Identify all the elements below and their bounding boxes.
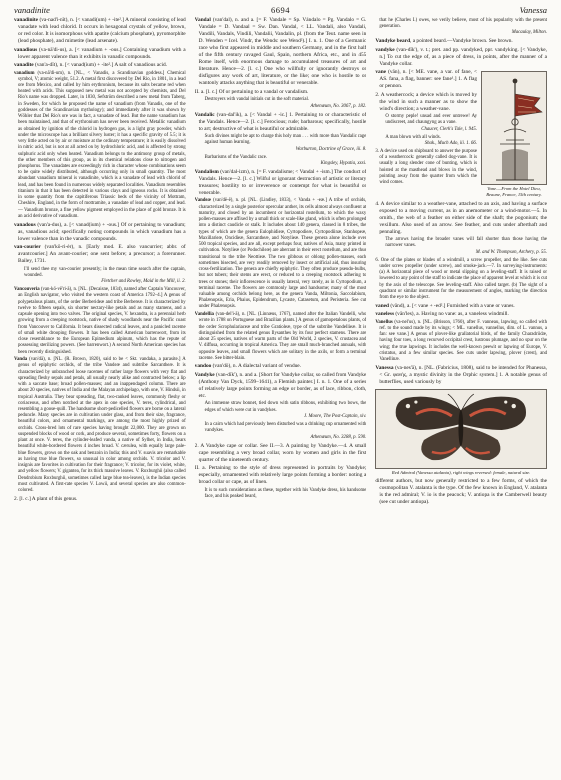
- column-1: [14, 17, 186, 774]
- entry-vaned: [375, 303, 547, 310]
- entry-vaneless: [375, 311, 547, 318]
- entry-vane-sense-6: [375, 258, 547, 302]
- headword: Vandalic: [194, 111, 215, 118]
- vane-caption: Vane.—From the Hotel Dieu, Beaune, France, 15th century.: [486, 186, 542, 197]
- definition: 2. A Vandyke cape or collar. See II.—3. A painting by Vandyke.—4. A small cape resembling a very broad collar, worn by women and girls in the first quarter of the nineteenth century.: [194, 442, 367, 463]
- entry-vancouveria: [14, 287, 186, 356]
- headword: Vandyke: [194, 371, 215, 378]
- dictionary-columns: [14, 17, 547, 774]
- citation-text: O stormy peple! unsad and ever untrewe! Ay undiscreet, and chaungyng as a vane.: [385, 114, 478, 126]
- definition: 2. [l. c.] A plant of this genus.: [14, 495, 78, 502]
- citation-source: Macaulay, Milton.: [511, 30, 548, 36]
- citation: [195, 488, 367, 501]
- headword: vaneless: [375, 311, 395, 318]
- citation-text: A man blown with all winds.: [385, 134, 441, 140]
- vane-figure: [481, 71, 547, 198]
- citation-source: J. Moore, The Post-Captain, xiv.: [303, 414, 367, 420]
- citation-source: Shak., Much Ado, iii. 1. 66.: [424, 141, 478, 147]
- entry-vanadium: [14, 71, 186, 221]
- citation-source: Kingsley, Hypatia, xxxi.: [320, 160, 367, 166]
- definition: II. a. Pertaining to the style of dress represented in portraits by Vandyke; especially, ornamented with relatively large points forming a border: noting a broad collar or cape, as of linen.: [194, 465, 367, 486]
- citation-source: Athenæum, No. 3067, p. 182.: [310, 103, 367, 109]
- citation: [375, 237, 547, 256]
- citation: [14, 267, 186, 286]
- citation-source: Chaucer, Clerk's Tale, l. 945.: [421, 126, 478, 132]
- headword: Vanessa: [375, 364, 394, 371]
- headword: vanadinite: [14, 17, 39, 23]
- citation-text: that he (Charles I.) owes, we verily believe, most of his popularity with the present generation.: [379, 17, 548, 29]
- column-2: [195, 17, 367, 774]
- definition: a pointed beard.—Vandyke brown. See brown.: [412, 38, 513, 45]
- definition: (van'a-dus), a. [< vanad(ium) + -ous.] Of or pertaining to vanadium; as, vanadious acid; specifically noting compounds in which vanadium has a lower valence than in the vanadic compounds.: [18, 221, 186, 242]
- headword: Vanda: [14, 357, 28, 363]
- definition: (van'dö), n. A dialectal variant of vendue.: [212, 363, 302, 370]
- entry-vandellia: [195, 312, 367, 362]
- definition: (van'kō-ri-ėr), n. [Early mod. E. also vancurrier; abbr. of avantcourier.] An avant-courier; one sent before; a precursor; a forerunner. Bailey, 1731.: [18, 244, 186, 265]
- entry-vandalism: [195, 169, 367, 197]
- citation-source: Fletcher and Rowley, Maid in the Mill, ii. 2.: [101, 279, 186, 285]
- definition: (van'dal-izm), n. [= F. vandalisme; < Vandal + -ism.] The conduct of Vandals. Hence—2. [l. c.] Wilful or ignorant destruction of artistic or literary treasures; hostility to or irreverence or contempt for what is beautiful or venerable.: [198, 168, 367, 197]
- definition: (va-nad'i-nīt), n. [< vanadi(um) + -ite².] A mineral consisting of lead vanadate with lead chlorid. It occurs in hexagonal crystals of yellow, brown, or red color. It is isomorphous with apatite (calcium phosphate), pyromorphite (lead phosphate), and mimetite (lead arsenate).: [18, 17, 186, 45]
- butterfly-illustration: [375, 389, 547, 469]
- page-number: 6694: [271, 5, 290, 15]
- definition: (van-del'i-ä), n. [NL. (Linnæus, 1767), named after the Italian Vandelli, who wrote in 1788 on Portuguese and Brazilian plants.] A genus of gamopetalous plants, of the order Scrophulariaceæ and tribe Gratioleæ, type of the subtribe Vandellieæ. It is distinguished from the related genus Ilysanthes by its four perfect stamens. There are about 25 species, natives of warm parts of the Old World, 2 species, V. crustacea and V. diffusa, occurring in tropical America. They are small much-branched annuals, with opposite leaves, and small flowers which are solitary in the axils, or form a terminal raceme. See bitter-blain.: [198, 312, 367, 361]
- entry-vanessa: [375, 365, 547, 386]
- entry-vandyke: [195, 372, 367, 400]
- entry-vandyke-adj: [195, 465, 367, 486]
- citation: [195, 134, 367, 153]
- definition: (van-kö-vē'ri-ä), n. [NL. (Decaisne, 1834), named after Captain Vancouver, an English navigator, who visited the western coast of America 1792–4.] A genus of polypetalous plants, of the order Berberideæ and tribe Berbereæ. It is characterized by twelve to fifteen sepals, six shorter nectary-like petals and as many stamens, and a capsule opening into two valves. The original species, V. hexandra, is a perennial herb growing from a creeping rootstock, native of shady woodlands near the Pacific coast from Vancouver to California. It bears dissected radical leaves, and a panicled raceme of small white drooping flowers. It has been called American barrenwort, from its close resemblance to the European Epimedium alpinum, which has the repute of possessing sterilizing powers. (See barrenwort.) A second North American species has been recently distinguished.: [18, 287, 186, 355]
- headword: vanadous: [14, 221, 36, 228]
- headword: Vandellia: [194, 312, 214, 318]
- headword: vandoo: [194, 363, 212, 370]
- citation: [195, 97, 367, 110]
- definition: (vānd), a. [< vane + -ed².] Furnished with a vane or vanes.: [390, 302, 515, 309]
- entry-vandoo: [195, 363, 367, 370]
- citation-source: M. and W. Thompson, Archery, p. 55.: [475, 249, 548, 255]
- header-right: Vanessa: [519, 5, 547, 15]
- definition: II. a. [l. c.] Of or pertaining to a vandal or vandalism.: [194, 88, 309, 95]
- definition: (va-nā'di-um), n. [NL., < Vanadis, a Scandinavian goddess.] Chemical symbol, V; atomic weight, 51.2. A metal first discovered by Del Rio, in 1801, in a lead ore from Mexico, and called by him erythronium, because its salts became red when heated with acids. This supposed new metal was not accepted by chemists, and Del Rio's name was dropped. Later, in 1830, Sefström described a new metal from Taberg, in Sweden, for which he proposed the name of vanadium (from Vanadis, one of the goddesses of the Scandinavian mythology); and immediately after it was shown by Wöhler that Del Rio's ore was in fact, a vanadate of lead. But the name vanadium has been maintained, and that of erythronium has never been received. Metallic vanadium as obtained by ignition of the chlorid in hydrogen gas, is a light gray powder, which under the microscope has a brilliant silvery luster; it has a specific gravity of 5.5; it is very little acted on by air or moisture at the ordinary temperature; it is easily dissolved in nitric acid, but is not at all acted on by hydrochloric acid, and is affected by strong sulphuric acid only when heated. Vanadium belongs to the antimony group of metals, the other members of this group, as in its chemical relations close to nitrogen and phosphorus. The vanadates are exceedingly rich in character whose combinations seem to be quite widely distributed, although occurring only in small quantity. The most abundant vanadium mineral is vanadinite, which is a vanadate of lead with chlorid of lead, and has been found in numerous widely separated localities. Vanadium resembles titanium in that it has been detected in various clays and igneous rocks. It is obtained in some quantity from the capitiferous Triassic beds of the vicinity of Mottram, Cheshire, England, in the form of mottramite, a vanadate of lead and copper, and lead. — Vanadium bronze, a fine yellow pigment employed in the place of gold bronze. It is an acid derivative of vanadium.: [18, 70, 186, 219]
- definition: (van-dal'ik), a. [< Vandal + -ic.] 1. Pertaining to or characteristic of the Vandals. Hence—2. [l. c.] Ferocious; rude; barbarous; specifically, hostile to art; destructive of what is beautiful or admirable.: [198, 111, 367, 132]
- header-left: vanadinite: [14, 5, 50, 15]
- definition: (van'a-dīt), n. [< vanad(ium) + -ite².] A salt of vanadious acid.: [34, 62, 168, 69]
- butterfly-figure: [375, 389, 547, 476]
- entry-vane-sense-4: [375, 201, 547, 236]
- headword: vandyke: [375, 46, 395, 53]
- entry-vanadinite: [14, 17, 186, 45]
- entry-vanadous: [14, 222, 186, 243]
- entry-vanadious: [14, 47, 186, 61]
- citation: [195, 401, 367, 420]
- definition: (vān), n. [< ME. vane, a var. of fane, < AS. fana, a flag, banner: see fane¹.] 1. A flag or pennon.: [379, 69, 478, 90]
- citation-text: Such divines might be apt to charge this holy man . . . with more than Vandalic rage against human learning.: [204, 134, 367, 146]
- citation-text: An immense straw bonnet, tied down with satin ribbons, exhibiting two bows, the edges of which were cut in vandykes.: [204, 401, 367, 413]
- definition: 3. A device used on shipboard to answer the purpose of a weathercock: generally called dog-vane. It is usually a long slender cone of bunting, which is hoisted at the masthead and blows in the wind, pointing away from the quarter from which the wind comes.: [375, 148, 478, 186]
- weather-vane-icon: [482, 72, 547, 184]
- page-header: [14, 5, 547, 15]
- citation-source: Athenæum, No. 3288, p. 590.: [310, 434, 367, 440]
- definition: 2. A weathercock; a device which is moved by the wind in such a manner as to show the wind's direction; a weather-vane.: [375, 91, 478, 112]
- entry-vanda: [14, 357, 186, 494]
- definition: (van-dīk'), v. t.; pret. and pp. vandyked, ppr. vandyking. [< Vandyke, n.] To cut the edge of, as a piece of dress, in points, after the manner of a Vandyke collar.: [379, 46, 548, 67]
- butterfly-caption: Red Admiral (Vanessa atalanta), right wings reversed: female, natural size.: [391, 469, 531, 475]
- citation-text: I'll send thee my van-courier presently; in the mean time search after the captain, wounded.: [24, 266, 186, 278]
- citation-source: Warburton, Doctrine of Grace, iii. 8.: [295, 146, 367, 152]
- definition: (va-nel'us), n. [NL. (Brisson, 1760), after F. vanneau, lapwing, so called with ref. to the sound made by its wings; < ML. vanellus, vannellus, dim. of L. vannus, a fan: see vane.] A genus of plover-like grallatorial birds, of the family Charadriidæ, having four toes, a long recurved occipital crest, lustrous plumage, and no spur on the wing; the true lapwings. It includes the well-known peewit or lapwing of Europe, V. cristatus, and a few similar species. See cuts under lapwing, plover (crest), and Vanellinæ.: [379, 319, 548, 363]
- definition: (van-dīk'), n. and a. [Short for Vandyke collar, so called from Vandyke (Anthony Van Dyck, 1599–1641), a Flemish painter.] I. n. 1. One of a series of relatively large points forming an edge or border, as of lace, ribbon, cloth, etc.: [198, 371, 367, 399]
- headword: Vandal: [194, 17, 211, 23]
- headword: Vandalism: [194, 168, 219, 175]
- definition: (van'dal), n. and a. [= F. Vandale = Sp. Vándalo = Pg. Vandalo = G. Vandale = D. Vandaal = Sw. Dan. Vandal, < LL. Vandali, also Vandali, Vandili, Vandals, Vindili, Vandalii, Vandalin, pl. (from the Teut. name seen in D. Wenden = Icel. Vindr, the Wends: see Wend²).] I. n. 1. One of a Germanic race who first appeared in middle and southern Germany, and in the first half of the fifth century ravaged Gaul, Spain, northern Africa, etc., and in 455 Rome itself, with enormous damage to accumulated treasures of art and literature. Hence—2. [l. c.] One who willfully or ignorantly destroys or disfigures any work of art, literature, or the like; one who is hostile to or wantonly attacks anything that is beautiful or venerable.: [198, 17, 367, 87]
- citation: [195, 155, 367, 168]
- entry-vandalic: [195, 112, 367, 133]
- entry-vandal-adj: [195, 89, 367, 96]
- headword: Vandyke beard: [375, 38, 411, 45]
- entry-vandyke-sense-2: [195, 443, 367, 464]
- entry-vanadite: [14, 62, 186, 69]
- headword: Vandeæ: [194, 198, 212, 204]
- citation-text: Destroyers with vandal initials cut in the soft material.: [204, 97, 309, 103]
- citation-text: Barbarisms of the Vandalic race.: [204, 154, 268, 160]
- definition: 6. One of the plates or blades of a windmill, a screw propeller, and the like. See cuts under screw propeller (under screw), and smoke-jack.—7. In surveying-instruments: (a) A horizontal piece of wood or metal slipping on a leveling-staff. It is raised or lowered to any point of the staff to indicate the place of apparent level at which it is cut by the axis of the telescope. See leveling-staff. Also called target. (b) The sight of a quadrant or similar instrument for the measurement of angles, marking the direction from the eye to the object.: [375, 257, 548, 301]
- definition: different authors, but now generally restricted to a few forms, of which the cosmopolitan V. atalanta is the type. Of the few known in England, V. atalanta is the red admiral; V. io is the peacock; V. antiopa is the Camberwell beauty (see cut under antiopa).: [375, 477, 548, 505]
- butterfly-icon: [376, 390, 546, 468]
- definition: (va-nes'ä), n. [NL. (Fabricius, 1808), said to be intended for Phanessa, < Gr. φανής, a mystic divinity in the Orphic system.] 1. A notable genus of butterflies, used variously by: [379, 364, 548, 385]
- definition: (van'dä), n. [NL. (R. Brown, 1820), said to be < Skt. vandaka, a parasite.] A genus of epiphytic orchids, of the tribe Vandeæ and subtribe Sarcantheæ. It is characterized by unbranched loose racemes of rather large flowers with very flat and spreading fleshy sepals and petals, all usually nearly alike and contracted below; a lip with a saccate base; broad pollen-masses; and an inappendaged column. There are about 20 species, natives of India and the Malayan archipelago, with one, V. Hindsii, in tropical Australia. They bear spreading, flat, two-ranked leaves, commonly fleshy or coriaceous, and often notched at the apex in one species, V. teres, cylindrical, and resembling a goose-quill. The handsome short-pedicelled flowers are borne on a lateral peduncle. Many species are in cultivation under glass, and from their size, fragrance, beautiful colors, and ornamental markings, are among the most highly prized of orchids. Cross-bred lots of rare species having brought 22,000. They are grown on suspended blocks of wood or cork, and produce several, sometimes forty, flowers on a plant at once. V. teres, the cylinder-leafed vanda, a native of Sylhet, in India, bears beautiful white-bordered flowers 4 inches broad. V. cærulea, with equally large pale-blue flowers, grows on the oak and benzoin in India; this and V. suavis are remarkable as having true blue flowers, so unusual in color among orchids. V. tricolor and V. insignis are favorites in cultivation for their fragrance; V. tricolor, for its violet, white, and yellow flowers; V. gigantea, for its thick massive leaves. V. Roxburghii (also called Dendrobium Roxburghii, sometimes called large blue tea-leaves), is the Indian species most cultivated. A first-rate species V. Lowii, and several species are also common-colored.: [18, 357, 186, 494]
- headword: vanadite: [14, 62, 34, 69]
- headword: vanadious: [14, 46, 38, 53]
- entry-vandeae: [195, 198, 367, 310]
- headword: Vanellus: [375, 319, 393, 325]
- headword: Vancouveria: [14, 287, 40, 293]
- citation: [195, 422, 367, 441]
- entry-van-courier: [14, 244, 186, 265]
- vane-illustration: [481, 71, 547, 185]
- headword: vaned: [375, 302, 390, 309]
- citation-text: The arrows having the broader vanes will fall shorter than those having the narrower vanes.: [385, 237, 548, 249]
- definition: (vān'les), a. Having no vane: as, a vaneless windmill.: [395, 311, 509, 318]
- headword: vanadium: [14, 70, 35, 76]
- citation: [375, 18, 547, 37]
- definition: (va-nā'di-us), a. [< vanadium + -ous.] Containing vanadium with a lower apparent valence than it exhibits in vanadic compounds.: [18, 46, 186, 60]
- entry-vandyke-beard: Vandyke beard, a pointed beard.—Vandyke brown. See brown.: [375, 38, 513, 45]
- definition: 4. A device similar to a weather-vane, attached to an axis, and having a surface exposed to a moving current, as in an anemometer or a wind-motor.—5. In ornith., the web of a feather on either side of the shaft; the pogonium; the vexillum. Also used of an arrow. See feather, and cuts under afterthaft and pennaling.: [375, 200, 548, 235]
- column-3: [375, 17, 547, 774]
- citation-text: In a cairn which had previously been disturbed was a drinking cup ornamented with vandykes.: [204, 421, 367, 434]
- entry-vandyke-verb: [375, 47, 547, 68]
- citation-text: It is to such considerations as these, together with his Vandyke dress, his handsome face, and his peaked beard,: [204, 487, 367, 499]
- headword: van-courier: [14, 244, 41, 251]
- headword: vane: [375, 69, 387, 76]
- entry-vanessa-continued: [375, 478, 547, 506]
- definition: (van'dē-ē), n. pl. [NL. (Lindley, 1833), < Vanda + -eæ.] A tribe of orchids, characterized by a single posterior opercular anther, its cells almost always confluent at maturity, and closed by an incumbent or horizontal rostellum, to which the waxy pollen-masses are affixed by a small thick or scale-like gland, which is often prolonged into a distinct caudicle or stalk. It includes about 140 genera, classed in 8 tribes, the types of which are the genera Eulophidieæ, Cyrtopodieæ, Cyrtopodiinæ, Stanhopeæ, Maxillarieæ, Oncidieæ, Sarcantheæ, and Notylieæ. These genera alone include over 500 tropical species, and are all, except perhaps four, natives of Asia, many printed in cultivation. Notylieæ (or Podochileæ) are aberrant in their erect rostellum, and are thus transitional to the tribe Neottieæ. The two gibbous or oblong pollen-masses, each sometimes bisected, are very readily removed by insect or artificial aid, thus insuring cross-fertilization. The genera are chiefly epiphytic. They often produce pseudo-bulbs, but not tubers; their stems are erect, or reduced to a creeping rootstock adhering to trees or stones; their inflorescence is usually lateral, very rarely, as in Cyrtopodium, a terminal raceme. The flowers are commonly large and handsome; many of the most valuable among orchids belong here, as the genera Vanda, Miltonia, Saccolabium, Phalænopsis, Eria, Phaius, Epidendrum, Lycaste, Catasetum, and Peristeria. See cut under Phalænopsis.: [198, 198, 367, 310]
- entry-vanellus: [375, 320, 547, 364]
- entry-vandal: [195, 17, 367, 87]
- entry-vanda-sense-2: [14, 496, 186, 503]
